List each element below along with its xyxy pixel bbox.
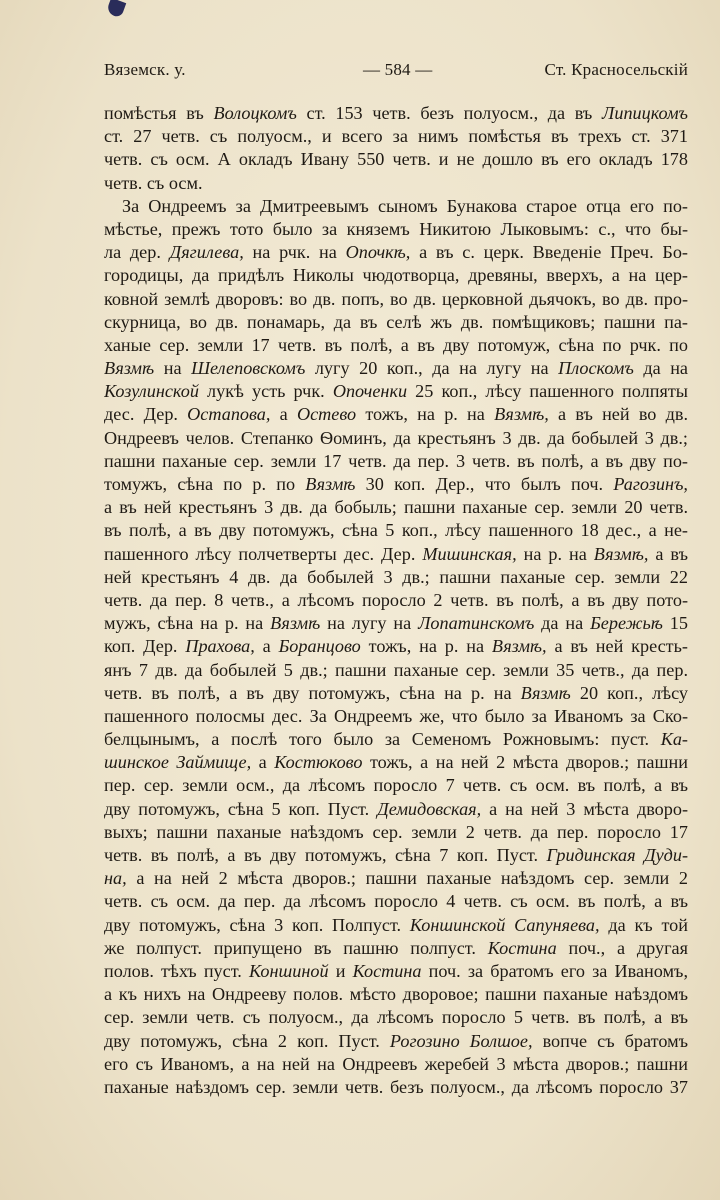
text-line bbox=[104, 821, 688, 844]
text-line bbox=[104, 1053, 688, 1076]
header-camp: Ст. Красносельскій bbox=[544, 60, 688, 79]
place-name: Шелеповскомъ bbox=[191, 358, 306, 379]
text-line bbox=[104, 473, 688, 496]
place-name: Коншиной bbox=[249, 960, 329, 981]
text-run: ханые сер. земли 17 четв. въ полѣ, а въ дву потомуж, сѣна по рчк. по bbox=[104, 334, 688, 355]
text-line bbox=[104, 867, 688, 890]
text-line bbox=[104, 659, 688, 682]
place-name: Костина bbox=[487, 937, 557, 958]
text-run: четв. съ осм. bbox=[104, 172, 203, 193]
text-line bbox=[104, 728, 688, 751]
text-run: тожъ, на р. на bbox=[360, 636, 492, 657]
text-line bbox=[104, 450, 688, 473]
text-run: пашенного лѣсу полчетверты дес. Дер. bbox=[104, 543, 423, 564]
text-run: городицы, да придѣлъ Николы чюдотворца, древяны, вверхъ, а на цер- bbox=[104, 265, 688, 286]
text-line bbox=[104, 125, 688, 148]
place-name: Вязмѣ, bbox=[593, 543, 649, 564]
place-name: Демидовская, bbox=[377, 798, 482, 819]
place-name: Опоченки bbox=[332, 381, 408, 402]
text-run: на рчк. на bbox=[243, 242, 346, 263]
text-run: 25 коп., лѣсу пашенного полпяты bbox=[407, 381, 688, 402]
text-run: ла дер. bbox=[104, 242, 170, 263]
text-run: пашенного полосмы дес. За Ондреемъ же, что было за Иваномъ за Ско- bbox=[104, 705, 688, 726]
text-run: За Ондреемъ за Дмитреевымъ сыномъ Бунакова старое отца его по- bbox=[122, 195, 688, 216]
text-run: 20 коп., лѣсу bbox=[570, 682, 688, 703]
text-line bbox=[104, 519, 688, 542]
text-run: янъ 7 дв. да бобылей 5 дв.; пашни паханые сер. земли 35 четв., да пер. bbox=[104, 659, 688, 680]
text-line bbox=[104, 427, 688, 450]
text-line bbox=[104, 334, 688, 357]
text-line bbox=[104, 1006, 688, 1029]
body-text bbox=[104, 102, 688, 1099]
text-line bbox=[104, 172, 688, 195]
place-name: Ка- bbox=[660, 729, 688, 750]
text-line bbox=[104, 890, 688, 913]
text-line bbox=[104, 543, 688, 566]
text-run: четв. въ полѣ, а въ дву потомужъ, сѣна 7 коп. Пуст. bbox=[104, 845, 547, 865]
text-run: а въ ней кресть- bbox=[546, 636, 688, 657]
text-run: а въ ней крестьянъ 3 дв. да бобыль; пашни паханые сер. земли 20 четв. bbox=[104, 497, 688, 518]
text-run: а въ с. церк. Введеніе Преч. Бо- bbox=[410, 242, 688, 263]
place-name: Боранцово bbox=[278, 636, 361, 657]
header-district: Вяземск. у. bbox=[104, 60, 186, 79]
place-name: Коншинской Сапуняева, bbox=[409, 914, 600, 935]
text-run: на лугу на bbox=[320, 613, 419, 634]
text-run: лукѣ усть рчк. bbox=[198, 381, 333, 402]
text-run: а на ней 2 мѣста дворов.; пашни паханые наѣздомъ сер. земли 2 bbox=[126, 868, 688, 889]
text-run: на bbox=[154, 358, 192, 379]
place-name: Рагозинъ, bbox=[613, 474, 688, 494]
text-line bbox=[104, 983, 688, 1006]
text-line bbox=[104, 102, 688, 125]
text-run: дву потомужъ, сѣна 2 коп. Пуст. bbox=[104, 1030, 390, 1051]
text-line bbox=[104, 589, 688, 612]
text-run: пер. сер. земли осм., да лѣсомъ поросло 7 четв. съ осм. въ полѣ, а въ bbox=[104, 775, 688, 796]
text-run: четв. съ осм. А окладъ Ивану 550 четв. и не дошло въ его окладъ 178 bbox=[104, 149, 688, 170]
text-run: четв. да пер. 8 четв., а лѣсомъ поросло 2 четв. въ полѣ, а въ дву пото- bbox=[104, 589, 688, 610]
text-run: полов. тѣхъ пуст. bbox=[104, 960, 250, 981]
text-line bbox=[104, 496, 688, 519]
place-name: Бережьѣ bbox=[590, 613, 663, 634]
text-line bbox=[104, 218, 688, 241]
place-name: Костюково bbox=[274, 752, 363, 773]
text-line bbox=[104, 914, 688, 937]
text-run: ковной землѣ дворовъ: во дв. попъ, во дв. церковной дьячокъ, во дв. про- bbox=[104, 288, 688, 309]
text-line bbox=[104, 798, 688, 821]
place-name: шинское Займище, bbox=[104, 752, 252, 773]
place-name: Вязмѣ, bbox=[494, 404, 549, 425]
place-name: Опочкѣ, bbox=[345, 242, 411, 263]
text-line bbox=[104, 751, 688, 774]
text-line bbox=[104, 635, 688, 658]
text-run: да на bbox=[633, 358, 688, 379]
text-line bbox=[104, 1030, 688, 1053]
text-run: а bbox=[270, 404, 297, 425]
text-run: вопче съ братомъ bbox=[532, 1030, 688, 1051]
text-line bbox=[104, 148, 688, 171]
text-line bbox=[104, 844, 688, 867]
text-run: его съ Иваномъ, а на ней на Ондреевъ жеребей 3 мѣста дворов.; пашни bbox=[104, 1053, 688, 1074]
text-run: тожъ, а на ней 2 мѣста дворов.; пашни bbox=[362, 752, 688, 773]
text-run: а къ нихъ на Ондрееву полов. мѣсто дворовое; пашни паханые наѣздомъ bbox=[104, 984, 688, 1005]
text-line bbox=[104, 288, 688, 311]
text-run: да на bbox=[534, 613, 591, 634]
text-run: дес. Дер. bbox=[104, 404, 188, 425]
text-line bbox=[104, 566, 688, 589]
place-name: Вязмѣ, bbox=[491, 636, 547, 657]
text-run: а bbox=[251, 752, 275, 773]
text-run: поч., а другая bbox=[556, 937, 688, 958]
place-name: Гридинская Дуди- bbox=[546, 845, 688, 865]
place-name: Прахова, bbox=[185, 636, 255, 657]
text-run: поч. за братомъ его за Иваномъ, bbox=[421, 960, 688, 981]
text-run: ней крестьянъ 4 дв. да бобылей 3 дв.; пашни паханые сер. земли 22 bbox=[104, 566, 688, 587]
ink-blot bbox=[106, 0, 127, 18]
text-line bbox=[104, 1076, 688, 1099]
text-run: помѣстья въ bbox=[104, 103, 214, 123]
place-name: Вязмѣ bbox=[104, 358, 155, 379]
text-run: же полпуст. припущено въ пашню полпуст. bbox=[104, 937, 488, 958]
text-run: а на ней 3 мѣста дворо- bbox=[481, 798, 688, 819]
text-run: тожъ, на р. на bbox=[356, 404, 495, 425]
text-run: скурница, во дв. понамарь, да въ селѣ жъ дв. помѣщиковъ; пашни па- bbox=[104, 311, 688, 332]
place-name: Остево bbox=[296, 404, 357, 425]
text-run: паханые наѣздомъ сер. земли четв. безъ полуосм., да лѣсомъ поросло 37 bbox=[104, 1076, 688, 1097]
text-line bbox=[104, 241, 688, 264]
text-line bbox=[104, 612, 688, 635]
text-run: да къ той bbox=[599, 914, 688, 935]
text-line bbox=[104, 774, 688, 797]
place-name: Плоскомъ bbox=[558, 358, 634, 379]
text-line bbox=[104, 682, 688, 705]
text-run: четв. съ осм. да пер. да лѣсомъ поросло 4 четв. съ осм. въ полѣ, а въ bbox=[104, 891, 688, 912]
text-run: въ полѣ, а въ дву потомужъ, сѣна 5 коп., лѣсу пашенного 18 дес., а не- bbox=[104, 520, 688, 541]
running-header bbox=[104, 60, 688, 86]
text-run: лугу 20 коп., да на лугу на bbox=[305, 358, 559, 379]
place-name: Липицкомъ bbox=[602, 103, 688, 123]
text-run: на р. на bbox=[516, 543, 594, 564]
text-run: выхъ; пашни паханые наѣздомъ сер. земли 2 четв. да пер. поросло 17 bbox=[104, 821, 688, 842]
text-run: а bbox=[254, 636, 279, 657]
text-run: ст. 27 четв. съ полуосм., и всего за нимъ помѣстья въ трехъ ст. 371 bbox=[104, 126, 688, 147]
text-run: мѣстье, прежъ тото было за княземъ Никитою Лыковымъ: с., что бы- bbox=[104, 218, 688, 239]
text-line bbox=[104, 403, 688, 426]
text-run: дву потомужъ, сѣна 5 коп. Пуст. bbox=[104, 798, 378, 819]
text-line bbox=[104, 195, 688, 218]
place-name: Рогозино Болшое, bbox=[389, 1030, 533, 1051]
text-run: и bbox=[328, 960, 353, 981]
place-name: Лопатинскомъ bbox=[418, 613, 535, 634]
text-run: томужъ, сѣна по р. по bbox=[104, 474, 306, 494]
text-run: 15 bbox=[662, 613, 688, 634]
text-run: а въ ней во дв. bbox=[548, 404, 688, 425]
text-line bbox=[104, 357, 688, 380]
place-name: Дягилева, bbox=[169, 242, 244, 263]
text-line bbox=[104, 937, 688, 960]
place-name: Остапова, bbox=[187, 404, 271, 425]
text-run: белцынымъ, а послѣ того было за Семеномъ Рожновымъ: пуст. bbox=[104, 729, 661, 750]
place-name: на, bbox=[104, 868, 127, 889]
text-run: 30 коп. Дер., что былъ поч. bbox=[355, 474, 614, 494]
text-run: пашни паханые сер. земли 17 четв. да пер. 3 четв. въ полѣ, а въ дву по- bbox=[104, 450, 688, 471]
place-name: Волоцкомъ bbox=[213, 103, 297, 123]
text-run: Ондреевъ челов. Степанко Ѳоминъ, да крестьянъ 3 дв. да бобылей 3 дв.; bbox=[104, 427, 688, 448]
text-line bbox=[104, 311, 688, 334]
text-run: ст. 153 четв. безъ полуосм., да въ bbox=[296, 103, 603, 123]
place-name: Вязмѣ bbox=[305, 474, 356, 494]
text-run: дву потомужъ, сѣна 3 коп. Полпуст. bbox=[104, 914, 410, 935]
place-name: Мишинская, bbox=[422, 543, 517, 564]
place-name: Козулинской bbox=[104, 381, 199, 402]
text-line bbox=[104, 380, 688, 403]
text-run: а въ bbox=[648, 543, 688, 564]
place-name: Костина bbox=[352, 960, 422, 981]
text-run: коп. Дер. bbox=[104, 636, 186, 657]
text-run: мужъ, сѣна на р. на bbox=[104, 613, 271, 634]
page-number: — 584 — bbox=[363, 60, 433, 79]
text-run: сер. земли четв. съ полуосм., да лѣсомъ поросло 5 четв. въ полѣ, а въ bbox=[104, 1007, 688, 1028]
text-line bbox=[104, 705, 688, 728]
place-name: Вязмѣ bbox=[520, 682, 571, 703]
text-line bbox=[104, 264, 688, 287]
place-name: Вязмѣ bbox=[270, 613, 321, 634]
text-line bbox=[104, 960, 688, 983]
text-run: четв. въ полѣ, а въ дву потомужъ, сѣна на р. на bbox=[104, 682, 521, 703]
